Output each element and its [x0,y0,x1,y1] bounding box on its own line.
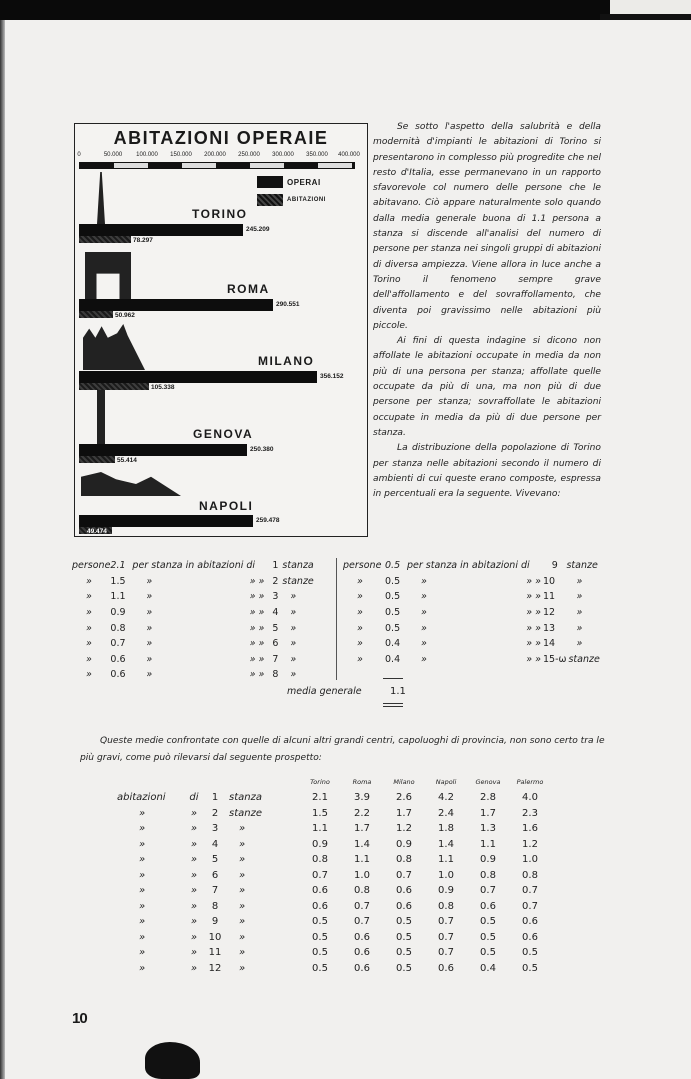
body-text-column [373,120,601,502]
table-cell: 1.6 [522,823,538,835]
table-cell: 0.8 [522,869,538,881]
city-label-genova: GENOVA [193,427,254,441]
table-cell: 0.7 [438,916,454,928]
column-header-genova: Genova [475,778,501,786]
bar-operai-roma [79,299,273,311]
table-cell: 0.9 [438,885,454,897]
tick-label: 300.000 [272,152,294,158]
table-cell: 0.6 [438,962,454,974]
table-row: » 0.4 » » » 15-ω stanze [357,653,600,665]
table-cell: 0.8 [396,854,412,866]
table-cell: 1.0 [438,869,454,881]
value-operai-roma: 290.551 [276,301,300,308]
table-cell: 4.2 [438,792,454,804]
table-row: » 0.4 » » » 14 » [357,638,583,650]
city-label-napoli: NAPOLI [199,499,254,513]
table-cell: 0.5 [522,962,538,974]
value-operai-milano: 356.152 [320,373,344,380]
table-cell: 0.7 [312,869,328,881]
tick-label: 250.000 [238,152,260,158]
tick-label: 350.000 [306,152,328,158]
distribution-table-right [336,558,600,680]
table-row: » » 4 » 0.9 1.4 0.9 1.4 1.1 1.2 [117,837,551,853]
legend-swatch-operai [257,176,283,188]
tick-label: 400.000 [338,152,360,158]
sum-rule [383,678,403,679]
table-cell: 0.7 [396,869,412,881]
table-cell: 0.8 [354,885,370,897]
paragraph-definizioni: Ai fini di questa indagine si dicono non affollate le abitazioni occupate in media da non più di una persona per stanza; affollate quelle occupate da più di una, ma non più di due persone per stanza; sovraffollate le abitazioni occupate in media da più di due persone per stanza. [373,336,601,438]
scan-top-border [0,0,610,20]
table-cell: 1.0 [354,869,370,881]
tick-label: 100.000 [136,152,158,158]
double-rule-top [383,703,403,704]
table-row: » 0.5 » » » 13 » [357,622,583,634]
ink-stain [145,1042,200,1079]
value-abitazioni-roma: 50.962 [115,312,135,319]
table-row: » » 6 » 0.7 1.0 0.7 1.0 0.8 0.8 [117,868,551,884]
bar-operai-torino [79,224,243,236]
table-cell: 0.6 [396,900,412,912]
bar-operai-milano [79,371,317,383]
table-row: » » 11 » 0.5 0.6 0.5 0.7 0.5 0.5 [117,945,551,961]
table-row: » » 12 » 0.5 0.6 0.5 0.6 0.4 0.5 [117,961,551,977]
column-header-torino: Torino [310,778,330,786]
vesuvio-illustration [81,472,181,496]
bar-operai-genova [79,444,247,456]
table-cell: 4.0 [522,792,538,804]
value-abitazioni-genova: 55.414 [117,457,137,464]
table-cell: 0.6 [396,885,412,897]
table-cell: 0.6 [354,947,370,959]
city-label-torino: TORINO [192,207,248,221]
table-cell: 0.5 [312,947,328,959]
table-cell: 0.6 [354,931,370,943]
legend-item-operai: OPERAI [257,176,326,188]
table-cell: 0.6 [522,931,538,943]
table-cell: 0.4 [480,962,496,974]
table-row: » 0.5 » » » 10 » [357,575,583,587]
column-header-palermo: Palermo [516,778,544,786]
table-row: » 0.5 » » » 11 » [357,591,583,603]
table-cell: 0.5 [522,947,538,959]
table-cell: 1.7 [396,807,412,819]
table-cell: 0.6 [522,916,538,928]
paragraph-salubrita: Se sotto l'aspetto della salubrità e della modernità d'impianti le abitazioni di Torino si presentarono in complesso più progredite che nel resto d'Italia, esse permanevano in un rapporto sfavorevole col numero delle persone che le abitavano. Ciò appare naturalmente solo quando dalla media generale buona di 1.1 persona a stanza si discende all'analisi del numero di persone per stanza nei singoli gruppi di abitazioni di diversa ampiezza. Viene allora in luce anche a Torino il fenomeno sempre grave dell'affollamento e del sovraffollamento, che diventa poi gravissimo nelle abitazioni più piccole. [373,122,601,331]
page-number: 10 [72,1010,87,1027]
paragraph-distribuzione: La distribuzione della popolazione di Torino per stanza nelle abitazioni secondo il numero di ambienti di cui queste erano composte, espressa in percentuali era la seguente. Vivevano: [373,443,601,500]
table-cell: 0.6 [480,900,496,912]
table-cell: 0.7 [354,916,370,928]
table-row: abitazioni di 1 stanza 2.1 3.9 2.6 4.2 2.8 4.0 [117,790,551,806]
scale-bar [79,162,355,169]
table-cell: 1.4 [354,838,370,850]
table-row: » 1.5 » » » 2 stanze [86,575,314,587]
media-generale-value: 1.1 [390,686,406,697]
legend-swatch-abitazioni [257,194,283,206]
table-cell: 0.9 [396,838,412,850]
value-operai-napoli: 259.478 [256,517,280,524]
table-cell: 2.6 [396,792,412,804]
bar-operai-napoli [79,515,253,527]
value-abitazioni-milano: 105.338 [151,384,175,391]
table-cell: 0.5 [396,931,412,943]
table-cell: 0.7 [354,900,370,912]
column-header-roma: Roma [352,778,372,786]
scale-labels [77,152,363,162]
tick-label: 0 [77,152,81,158]
value-abitazioni-napoli: 49.474 [87,528,107,535]
table-cell: 0.8 [480,869,496,881]
table-cell: 0.5 [312,962,328,974]
city-label-roma: ROMA [227,282,270,296]
table-cell: 1.5 [312,807,328,819]
table-row: » 0.8 » » » 5 » [86,622,297,634]
table-row: » 1.1 » » » 3 » [86,591,297,603]
value-abitazioni-torino: 78.297 [133,237,153,244]
table-cell: 2.3 [522,807,538,819]
table-cell: 1.1 [480,838,496,850]
table-cell: 1.4 [438,838,454,850]
table-cell: 1.1 [438,854,454,866]
value-operai-genova: 250.380 [250,446,274,453]
table-row: » » 3 » 1.1 1.7 1.2 1.8 1.3 1.6 [117,821,551,837]
table-cell: 0.5 [396,916,412,928]
distribution-table-left [72,558,314,683]
table-header-row [117,774,551,790]
table-cell: 2.8 [480,792,496,804]
table-row: » 0.5 » » » 12 » [357,607,583,619]
bar-abitazioni-genova [79,456,115,463]
table-cell: 1.1 [312,823,328,835]
table-row: » 0.7 » » » 6 » [86,638,297,650]
bar-abitazioni-roma [79,311,113,318]
table-cell: 3.9 [354,792,370,804]
double-rule-bottom [383,706,403,707]
table-cell: 0.7 [522,900,538,912]
table-cell: 0.5 [480,916,496,928]
table-cell: 1.7 [480,807,496,819]
table-row: persone 2.1 per stanza in abitazioni di 1 stanza [72,560,314,572]
table-cell: 1.1 [354,854,370,866]
table-cell: 1.3 [480,823,496,835]
table-cell: 0.5 [396,947,412,959]
tick-label: 200.000 [204,152,226,158]
table-cell: 0.5 [312,916,328,928]
mole-antonelliana-illustration [97,172,105,224]
paragraph-confronto: Queste medie confrontate con quelle di alcuni altri grandi centri, capoluoghi di provincia, non sono certo tra le più gravi, come può rilevarsi dal seguente prospetto: [80,736,605,763]
table-row: » » 8 » 0.6 0.7 0.6 0.8 0.6 0.7 [117,899,551,915]
chart-legend [257,176,326,212]
bar-abitazioni-torino [79,236,131,243]
table-cell: 0.5 [480,931,496,943]
table-row: » » 7 » 0.6 0.8 0.6 0.9 0.7 0.7 [117,883,551,899]
table-cell: 2.4 [438,807,454,819]
table-cell: 1.2 [522,838,538,850]
bar-chart-abitazioni-operaie [74,123,368,537]
column-header-napoli: Napoli [435,778,457,786]
table-row: » 0.9 » » » 4 » [86,607,297,619]
table-row: » 0.6 » » » 8 » [86,669,297,681]
table-row: » » 9 » 0.5 0.7 0.5 0.7 0.5 0.6 [117,914,551,930]
table-cell: 0.8 [312,854,328,866]
table-cell: 0.9 [312,838,328,850]
arco-di-tito-illustration [85,252,131,300]
table-cell: 0.6 [354,962,370,974]
table-cell: 0.7 [522,885,538,897]
table-row: » » 10 » 0.5 0.6 0.5 0.7 0.5 0.6 [117,930,551,946]
table-cell: 0.6 [312,885,328,897]
table-row: » 0.6 » » » 7 » [86,653,297,665]
legend-item-abitazioni: ABITAZIONI [257,194,326,206]
table-cell: 0.8 [438,900,454,912]
table-cell: 0.9 [480,854,496,866]
table-cell: 0.5 [396,962,412,974]
media-generale-label: media generale [287,686,362,697]
table-cell: 0.7 [438,947,454,959]
table-cell: 1.2 [396,823,412,835]
city-label-milano: MILANO [258,354,315,368]
table-cell: 0.5 [480,947,496,959]
table-cell: 0.6 [312,900,328,912]
table-cell: 1.0 [522,854,538,866]
table-cell: 2.2 [354,807,370,819]
table-cell: 0.7 [480,885,496,897]
comparison-table [117,774,551,976]
bar-abitazioni-milano [79,383,149,390]
column-header-milano: Milano [393,778,415,786]
table-cell: 0.7 [438,931,454,943]
tick-label: 50.000 [103,152,123,158]
table-cell: 2.1 [312,792,328,804]
table-cell: 1.7 [354,823,370,835]
duomo-di-milano-illustration [83,324,145,370]
scan-left-edge [0,20,5,1079]
table-row: persone 0.5 per stanza in abitazioni di 9 stanze [343,560,598,572]
lanterna-di-genova-illustration [97,390,105,444]
chart-title: ABITAZIONI OPERAIE [113,128,329,148]
tick-label: 150.000 [170,152,192,158]
table-row: » » 2 stanze 1.5 2.2 1.7 2.4 1.7 2.3 [117,806,551,822]
table-cell: 1.8 [438,823,454,835]
value-operai-torino: 245.209 [246,226,270,233]
table-cell: 0.5 [312,931,328,943]
table-row: » » 5 » 0.8 1.1 0.8 1.1 0.9 1.0 [117,852,551,868]
